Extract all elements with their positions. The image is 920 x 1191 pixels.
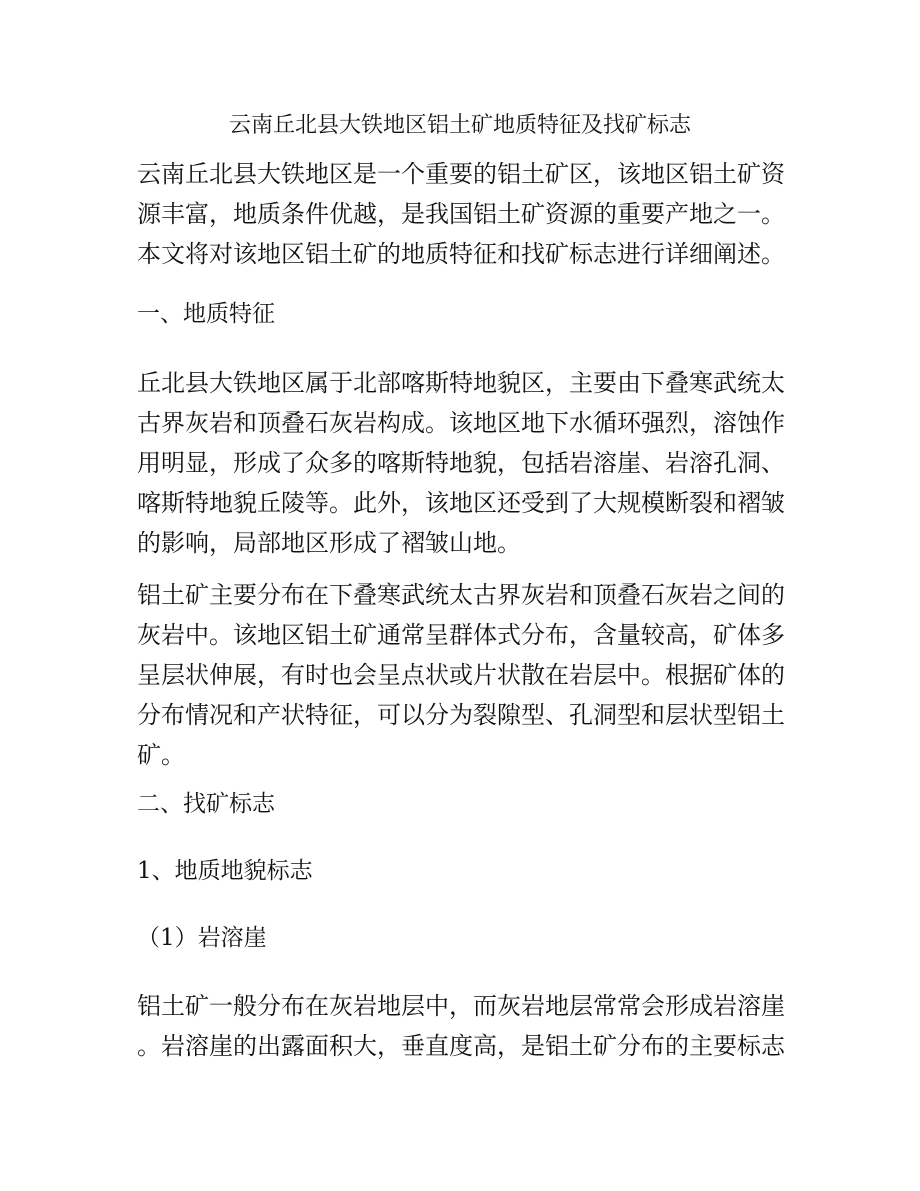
paragraph-line: 古界灰岩和顶叠石灰岩构成。该地区地下水循环强烈，溶蚀作 [137,409,785,437]
paragraph-line: 分布情况和产状特征，可以分为裂隙型、孔洞型和层状型铝土 [137,701,785,729]
document-title: 云南丘北县大铁地区铝土矿地质特征及找矿标志 [228,113,691,138]
paragraph-line: 铝土矿一般分布在灰岩地层中，而灰岩地层常常会形成岩溶崖 [137,992,785,1020]
section-heading-geology [137,294,787,334]
item-heading-karst-cliff [137,918,787,958]
subsection-heading-text: 1、地质地貌标志 [137,858,313,884]
intro-paragraph [137,154,787,274]
paragraph-line: 。岩溶崖的出露面积大，垂直度高，是铝土矿分布的主要标志 [137,1032,785,1060]
paragraph-line: 铝土矿主要分布在下叠寒武统太古界灰岩和顶叠石灰岩之间的 [137,581,785,609]
paragraph-line: 矿。 [137,741,185,769]
paragraph-line: 源丰富，地质条件优越，是我国铝土矿资源的重要产地之一。 [137,200,785,228]
paragraph-line: 灰岩中。该地区铝土矿通常呈群体式分布，含量较高，矿体多 [137,621,785,649]
geology-paragraph-1 [137,363,787,563]
subsection-heading-landform [137,851,787,891]
section-heading-prospecting [137,784,787,824]
paragraph-line: 丘北县大铁地区属于北部喀斯特地貌区，主要由下叠寒武统太 [137,369,785,397]
item-heading-text: （1）岩溶崖 [137,925,267,951]
paragraph-line: 呈层状伸展，有时也会呈点状或片状散在岩层中。根据矿体的 [137,661,785,689]
paragraph-line: 用明显，形成了众多的喀斯特地貌，包括岩溶崖、岩溶孔洞、 [137,449,785,477]
karst-cliff-paragraph [137,986,787,1066]
paragraph-line: 本文将对该地区铝土矿的地质特征和找矿标志进行详细阐述。 [137,240,785,268]
paragraph-line: 云南丘北县大铁地区是一个重要的铝土矿区，该地区铝土矿资 [137,160,785,188]
geology-paragraph-2 [137,575,787,775]
section-heading-text: 二、找矿标志 [137,791,275,817]
section-heading-text: 一、地质特征 [137,301,275,327]
paragraph-line: 的影响，局部地区形成了褶皱山地。 [137,529,521,557]
paragraph-line: 喀斯特地貌丘陵等。此外，该地区还受到了大规模断裂和褶皱 [137,489,785,517]
